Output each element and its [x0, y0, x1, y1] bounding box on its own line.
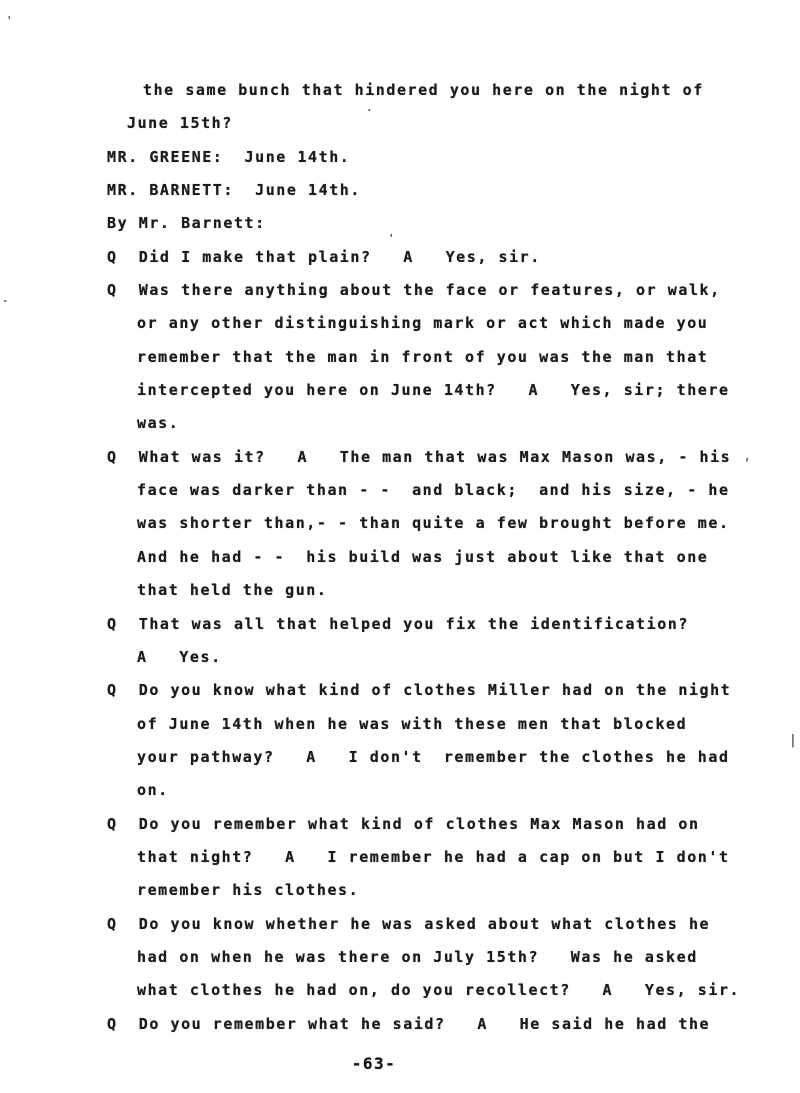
- scan-artifact: .: [2, 292, 9, 305]
- transcript-line-answer: A Yes.: [137, 647, 222, 666]
- transcript-line: of June 14th when he was with these men that blocked: [137, 714, 688, 733]
- transcript-line: intercepted you here on June 14th? A Yes, sir; there: [137, 381, 730, 400]
- page-number: -63-: [351, 1053, 397, 1073]
- transcript-line-speaker: MR. GREENE: June 14th.: [107, 147, 351, 166]
- transcript-line-question: Q Do you know whether he was asked about what clothes he: [107, 914, 711, 933]
- transcript-line-question: Q Was there anything about the face or features, or walk,: [107, 281, 721, 300]
- transcript-line-question: Q Do you remember what he said? A He said he had the: [107, 1014, 711, 1033]
- transcript-line: face was darker than - - and black; and his size, - he: [137, 481, 730, 500]
- transcript-line-question: Q Do you know what kind of clothes Miller had on the night: [107, 681, 732, 700]
- transcript-line: was.: [137, 414, 180, 433]
- scan-artifact: |: [789, 733, 797, 748]
- transcript-line-question: Q Did I make that plain? A Yes, sir.: [107, 247, 541, 266]
- transcript-line: was shorter than,- - than quite a few brought before me.: [137, 514, 730, 533]
- transcript-line: remember that the man in front of you was the man that: [137, 347, 709, 366]
- transcript-line: And he had - - his build was just about like that one: [137, 547, 709, 566]
- transcript-line: that held the gun.: [137, 581, 328, 600]
- transcript-line: remember his clothes.: [137, 881, 360, 900]
- transcript-line: had on when he was there on July 15th? Was he asked: [137, 947, 698, 966]
- transcript-line-question: Q Do you remember what kind of clothes Max Mason had on: [107, 814, 700, 833]
- transcript-line: your pathway? A I don't remember the clothes he had: [137, 747, 730, 766]
- transcript-line: on.: [137, 781, 169, 800]
- transcript-line: what clothes he had on, do you recollect? A Yes, sir.: [137, 981, 741, 1000]
- scan-artifact: ·: [366, 104, 373, 117]
- transcript-line: or any other distinguishing mark or act which made you: [137, 314, 709, 333]
- transcript-line: that night? A I remember he had a cap on but I don't: [137, 847, 730, 866]
- scan-artifact: ,: [744, 450, 751, 463]
- scan-artifact: ': [388, 232, 395, 245]
- transcript-line: the same bunch that hindered you here on the night of: [143, 81, 704, 99]
- transcript-line-question: Q What was it? A The man that was Max Mason was, - his: [107, 447, 732, 466]
- transcript-line: June 15th?: [127, 114, 233, 133]
- transcript-line-speaker: By Mr. Barnett:: [107, 214, 266, 233]
- transcript-line-speaker: MR. BARNETT: June 14th.: [107, 181, 361, 200]
- transcript-line-question: Q That was all that helped you fix the identification?: [107, 614, 689, 633]
- scan-artifact: ': [6, 14, 13, 27]
